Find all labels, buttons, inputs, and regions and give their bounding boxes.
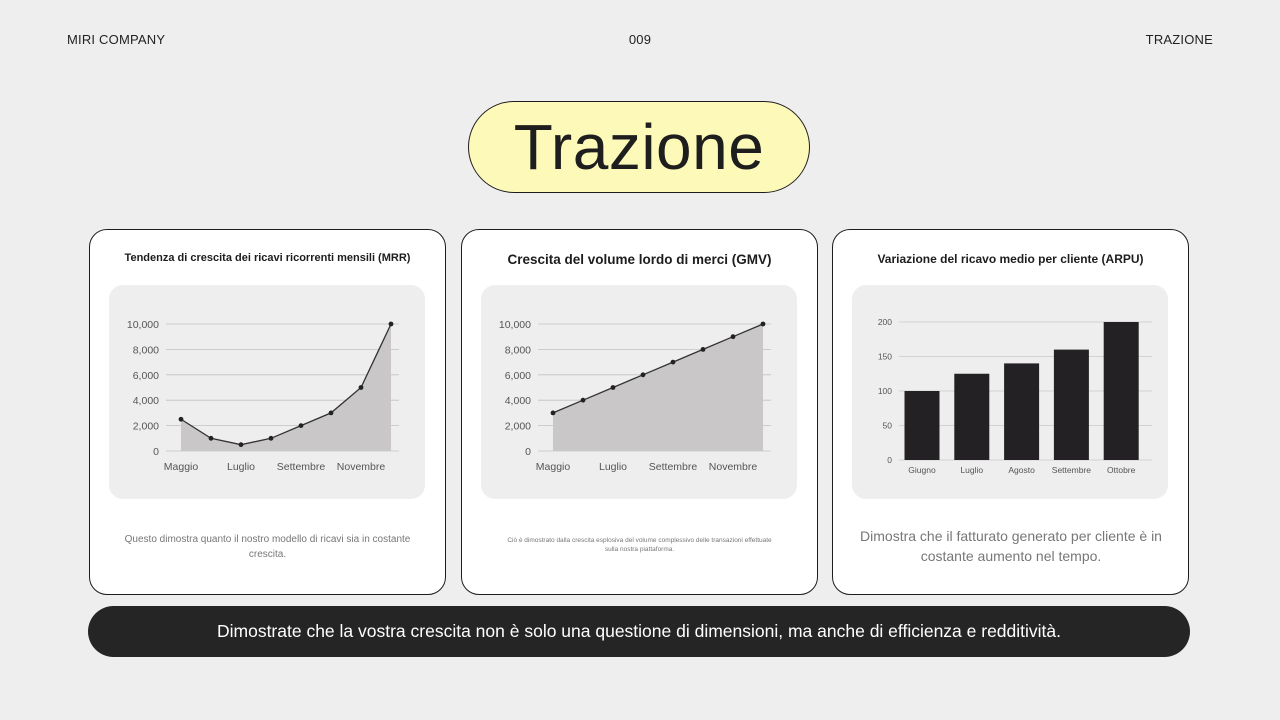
gmv-data-point: [551, 411, 556, 416]
arpu-x-tick-label: Ottobre: [1107, 465, 1136, 475]
mrr-y-tick-label: 2,000: [132, 420, 159, 433]
gmv-data-point: [731, 334, 736, 339]
mrr-card: [89, 229, 446, 595]
arpu-chart: [852, 285, 1168, 499]
page-number: 009: [628, 32, 652, 47]
mrr-x-tick-label: Luglio: [226, 461, 256, 473]
arpu-y-tick-label: 150: [877, 351, 892, 362]
gmv-x-tick-label: Maggio: [535, 461, 571, 473]
arpu-x-tick-label: Giugno: [908, 465, 936, 475]
gmv-data-point: [671, 360, 676, 365]
footer-banner: [88, 606, 1190, 657]
mrr-data-point: [329, 411, 334, 416]
gmv-y-tick-label: 2,000: [504, 420, 531, 433]
mrr-x-tick-label: Maggio: [163, 461, 199, 473]
gmv-chart-area: [481, 285, 797, 499]
arpu-y-tick-label: 100: [877, 386, 892, 396]
gmv-card-title: Crescita del volume lordo di merci (GMV): [507, 252, 772, 267]
footer-message: Dimostrate che la vostra crescita non è solo una questione di dimensioni, ma anche di efficienza e redditività.: [216, 621, 1062, 641]
arpu-y-tick-label: 50: [882, 420, 892, 431]
company-name: MIRI COMPANY: [67, 32, 166, 47]
gmv-card-description: Ciò è dimostrato dalla crescita esplosiva del volume complessivo delle transazioni effettuate sulla nostra piattaforma.: [507, 537, 772, 553]
mrr-y-tick-label: 8,000: [132, 344, 159, 357]
arpu-bar: [954, 374, 989, 460]
gmv-y-tick-label: 0: [525, 446, 531, 458]
mrr-chart-area: [109, 285, 425, 499]
gmv-area-fill: [553, 324, 763, 451]
mrr-card-title: Tendenza di crescita dei ricavi ricorrenti mensili (MRR): [124, 252, 411, 264]
mrr-data-point: [299, 423, 304, 428]
mrr-x-tick-label: Settembre: [276, 461, 326, 473]
arpu-chart-area: [852, 285, 1168, 499]
title-pill: [468, 101, 810, 193]
arpu-x-tick-label: Settembre: [1051, 465, 1092, 475]
gmv-data-point: [611, 385, 616, 390]
arpu-card-description: Dimostra che il fatturato generato per cliente è in costante aumento nel tempo.: [860, 528, 1162, 564]
gmv-x-tick-label: Luglio: [598, 461, 628, 473]
arpu-x-tick-label: Luglio: [960, 465, 984, 475]
arpu-bar: [1104, 322, 1139, 460]
mrr-data-point: [209, 436, 214, 441]
mrr-data-point: [239, 442, 244, 447]
arpu-card: [832, 229, 1189, 595]
arpu-bar: [1004, 363, 1039, 460]
mrr-y-tick-label: 0: [153, 446, 159, 458]
section-label: TRAZIONE: [1145, 32, 1213, 47]
page-title: Trazione: [513, 111, 765, 183]
mrr-y-tick-label: 10,000: [126, 319, 159, 331]
mrr-data-point: [269, 436, 274, 441]
gmv-x-tick-label: Settembre: [648, 461, 698, 473]
gmv-data-point: [701, 347, 706, 352]
arpu-bar: [1054, 350, 1089, 460]
gmv-data-point: [761, 322, 766, 327]
arpu-y-tick-label: 0: [887, 455, 892, 465]
arpu-x-tick-label: Agosto: [1008, 465, 1035, 475]
mrr-data-point: [359, 385, 364, 390]
mrr-y-tick-label: 4,000: [132, 395, 159, 408]
gmv-y-tick-label: 8,000: [504, 344, 531, 357]
gmv-data-point: [581, 398, 586, 403]
gmv-chart: [481, 285, 797, 499]
mrr-x-tick-label: Novembre: [336, 461, 386, 473]
arpu-y-tick-label: 200: [877, 317, 892, 327]
mrr-y-tick-label: 6,000: [132, 369, 159, 382]
gmv-card: [461, 229, 818, 595]
mrr-card-description: Questo dimostra quanto il nostro modello di ricavi sia in costante crescita.: [124, 534, 411, 560]
gmv-y-tick-label: 4,000: [504, 395, 531, 408]
mrr-chart: [109, 285, 425, 499]
arpu-bar: [905, 391, 940, 460]
gmv-y-tick-label: 6,000: [504, 369, 531, 382]
arpu-card-title: Variazione del ricavo medio per cliente (ARPU): [877, 252, 1144, 266]
gmv-y-tick-label: 10,000: [498, 319, 531, 331]
mrr-data-point: [179, 417, 184, 422]
mrr-data-point: [389, 322, 394, 327]
gmv-data-point: [641, 372, 646, 377]
gmv-x-tick-label: Novembre: [708, 461, 758, 473]
